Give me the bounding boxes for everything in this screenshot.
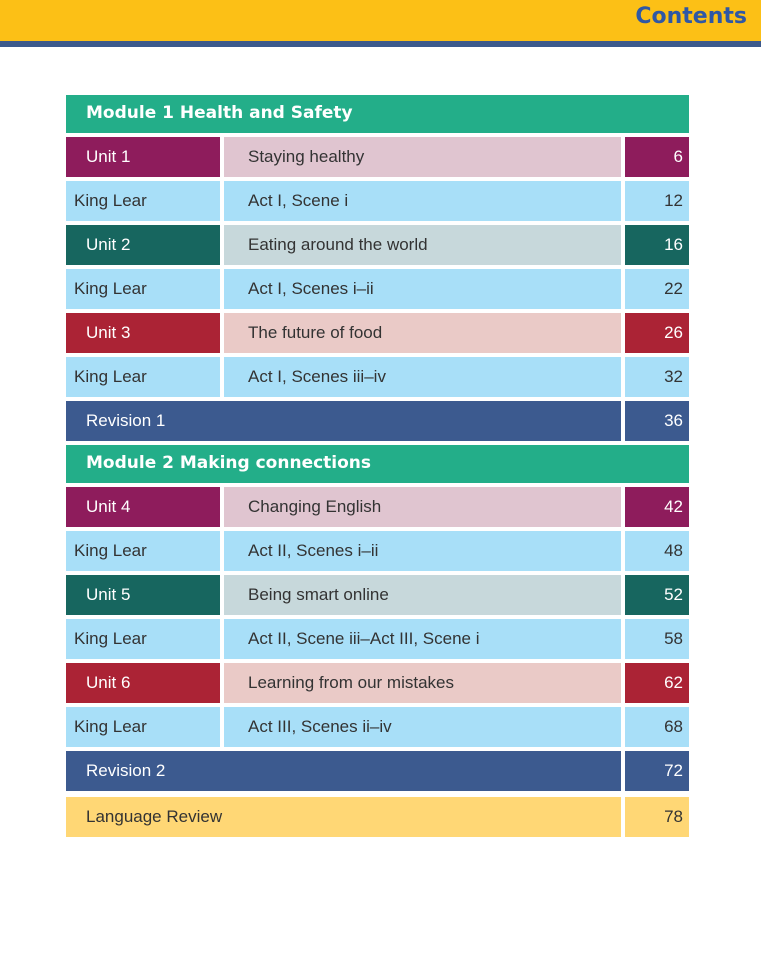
king-lear-label: King Lear xyxy=(74,541,147,560)
page-number: 16 xyxy=(664,235,683,254)
page-number-cell xyxy=(625,269,689,309)
page-number: 58 xyxy=(664,629,683,648)
toc-row-unit-1[interactable] xyxy=(66,137,689,177)
toc-row-king-lear[interactable] xyxy=(66,357,689,397)
module-title: Module 1 Health and Safety xyxy=(86,103,353,123)
page-number-cell xyxy=(625,619,689,659)
module-2-header xyxy=(66,445,689,483)
scene-title: Act II, Scene iii–Act III, Scene i xyxy=(248,629,480,648)
king-lear-label-cell xyxy=(66,181,220,221)
page-number-cell xyxy=(625,181,689,221)
page-number-cell xyxy=(625,313,689,353)
revision-label: Revision 2 xyxy=(86,761,166,780)
header-banner xyxy=(0,0,761,41)
page-number-cell xyxy=(625,225,689,265)
page-number-cell xyxy=(625,707,689,747)
scene-title-cell xyxy=(224,357,621,397)
unit-title-cell xyxy=(224,575,621,615)
scene-title: Act III, Scenes ii–iv xyxy=(248,717,392,736)
page-number: 62 xyxy=(664,673,683,692)
unit-label: Unit 1 xyxy=(86,147,131,166)
revision-label: Revision 1 xyxy=(86,411,166,430)
page-number-cell xyxy=(625,797,689,837)
unit-label: Unit 6 xyxy=(86,673,131,692)
unit-title: Eating around the world xyxy=(248,235,428,254)
language-review-label-cell xyxy=(66,797,621,837)
page-number: 42 xyxy=(664,497,683,516)
king-lear-label-cell xyxy=(66,531,220,571)
unit-title: Learning from our mistakes xyxy=(248,673,454,692)
scene-title-cell xyxy=(224,181,621,221)
unit-title: Being smart online xyxy=(248,585,389,604)
king-lear-label: King Lear xyxy=(74,279,147,298)
unit-label-cell xyxy=(66,487,220,527)
scene-title-cell xyxy=(224,531,621,571)
unit-title-cell xyxy=(224,487,621,527)
unit-label-cell xyxy=(66,137,220,177)
unit-label: Unit 3 xyxy=(86,323,131,342)
page-number: 48 xyxy=(664,541,683,560)
unit-label-cell xyxy=(66,313,220,353)
scene-title-cell xyxy=(224,269,621,309)
module-title: Module 2 Making connections xyxy=(86,453,372,473)
module-1-header xyxy=(66,95,689,133)
toc-row-revision-2[interactable] xyxy=(66,751,689,791)
page-number: 78 xyxy=(664,807,683,826)
page-number-cell xyxy=(625,357,689,397)
toc-row-unit-4[interactable] xyxy=(66,487,689,527)
toc-row-language-review[interactable] xyxy=(66,797,689,837)
unit-label-cell xyxy=(66,225,220,265)
king-lear-label-cell xyxy=(66,707,220,747)
king-lear-label: King Lear xyxy=(74,367,147,386)
king-lear-label: King Lear xyxy=(74,629,147,648)
revision-label-cell xyxy=(66,751,621,791)
scene-title: Act I, Scene i xyxy=(248,191,349,210)
toc-row-king-lear[interactable] xyxy=(66,269,689,309)
king-lear-label-cell xyxy=(66,619,220,659)
page-number-cell xyxy=(625,575,689,615)
toc-row-king-lear[interactable] xyxy=(66,181,689,221)
page-title: Contents xyxy=(635,4,747,29)
king-lear-label-cell xyxy=(66,357,220,397)
unit-title: Staying healthy xyxy=(248,147,365,166)
scene-title-cell xyxy=(224,619,621,659)
page-number: 52 xyxy=(664,585,683,604)
toc-row-unit-2[interactable] xyxy=(66,225,689,265)
king-lear-label: King Lear xyxy=(74,717,147,736)
king-lear-label-cell xyxy=(66,269,220,309)
page-number: 72 xyxy=(664,761,683,780)
page-number-cell xyxy=(625,487,689,527)
king-lear-label: King Lear xyxy=(74,191,147,210)
page-number-cell xyxy=(625,751,689,791)
toc-row-king-lear[interactable] xyxy=(66,531,689,571)
unit-title-cell xyxy=(224,137,621,177)
unit-label-cell xyxy=(66,663,220,703)
scene-title: Act I, Scenes i–ii xyxy=(248,279,374,298)
revision-label-cell xyxy=(66,401,621,441)
unit-title-cell xyxy=(224,663,621,703)
page-number-cell xyxy=(625,137,689,177)
scene-title: Act I, Scenes iii–iv xyxy=(248,367,386,386)
page-number: 26 xyxy=(664,323,683,342)
unit-title-cell xyxy=(224,225,621,265)
unit-title: Changing English xyxy=(248,497,382,516)
page-number: 36 xyxy=(664,411,683,430)
page-number: 68 xyxy=(664,717,683,736)
toc-row-revision-1[interactable] xyxy=(66,401,689,441)
toc-row-unit-6[interactable] xyxy=(66,663,689,703)
unit-label: Unit 2 xyxy=(86,235,131,254)
page-number-cell xyxy=(625,401,689,441)
unit-label-cell xyxy=(66,575,220,615)
contents-table xyxy=(66,95,689,841)
language-review-label: Language Review xyxy=(86,807,223,826)
header-divider xyxy=(0,41,761,47)
unit-title: The future of food xyxy=(248,323,383,342)
page-number-cell xyxy=(625,663,689,703)
page-number: 12 xyxy=(664,191,683,210)
page-number-cell xyxy=(625,531,689,571)
page-number: 22 xyxy=(664,279,683,298)
unit-label: Unit 5 xyxy=(86,585,131,604)
page-number: 6 xyxy=(673,147,683,166)
page-number: 32 xyxy=(664,367,683,386)
toc-row-king-lear[interactable] xyxy=(66,619,689,659)
scene-title: Act II, Scenes i–ii xyxy=(248,541,379,560)
unit-title-cell xyxy=(224,313,621,353)
scene-title-cell xyxy=(224,707,621,747)
toc-row-unit-3[interactable] xyxy=(66,313,689,353)
toc-row-unit-5[interactable] xyxy=(66,575,689,615)
toc-row-king-lear[interactable] xyxy=(66,707,689,747)
unit-label: Unit 4 xyxy=(86,497,131,516)
